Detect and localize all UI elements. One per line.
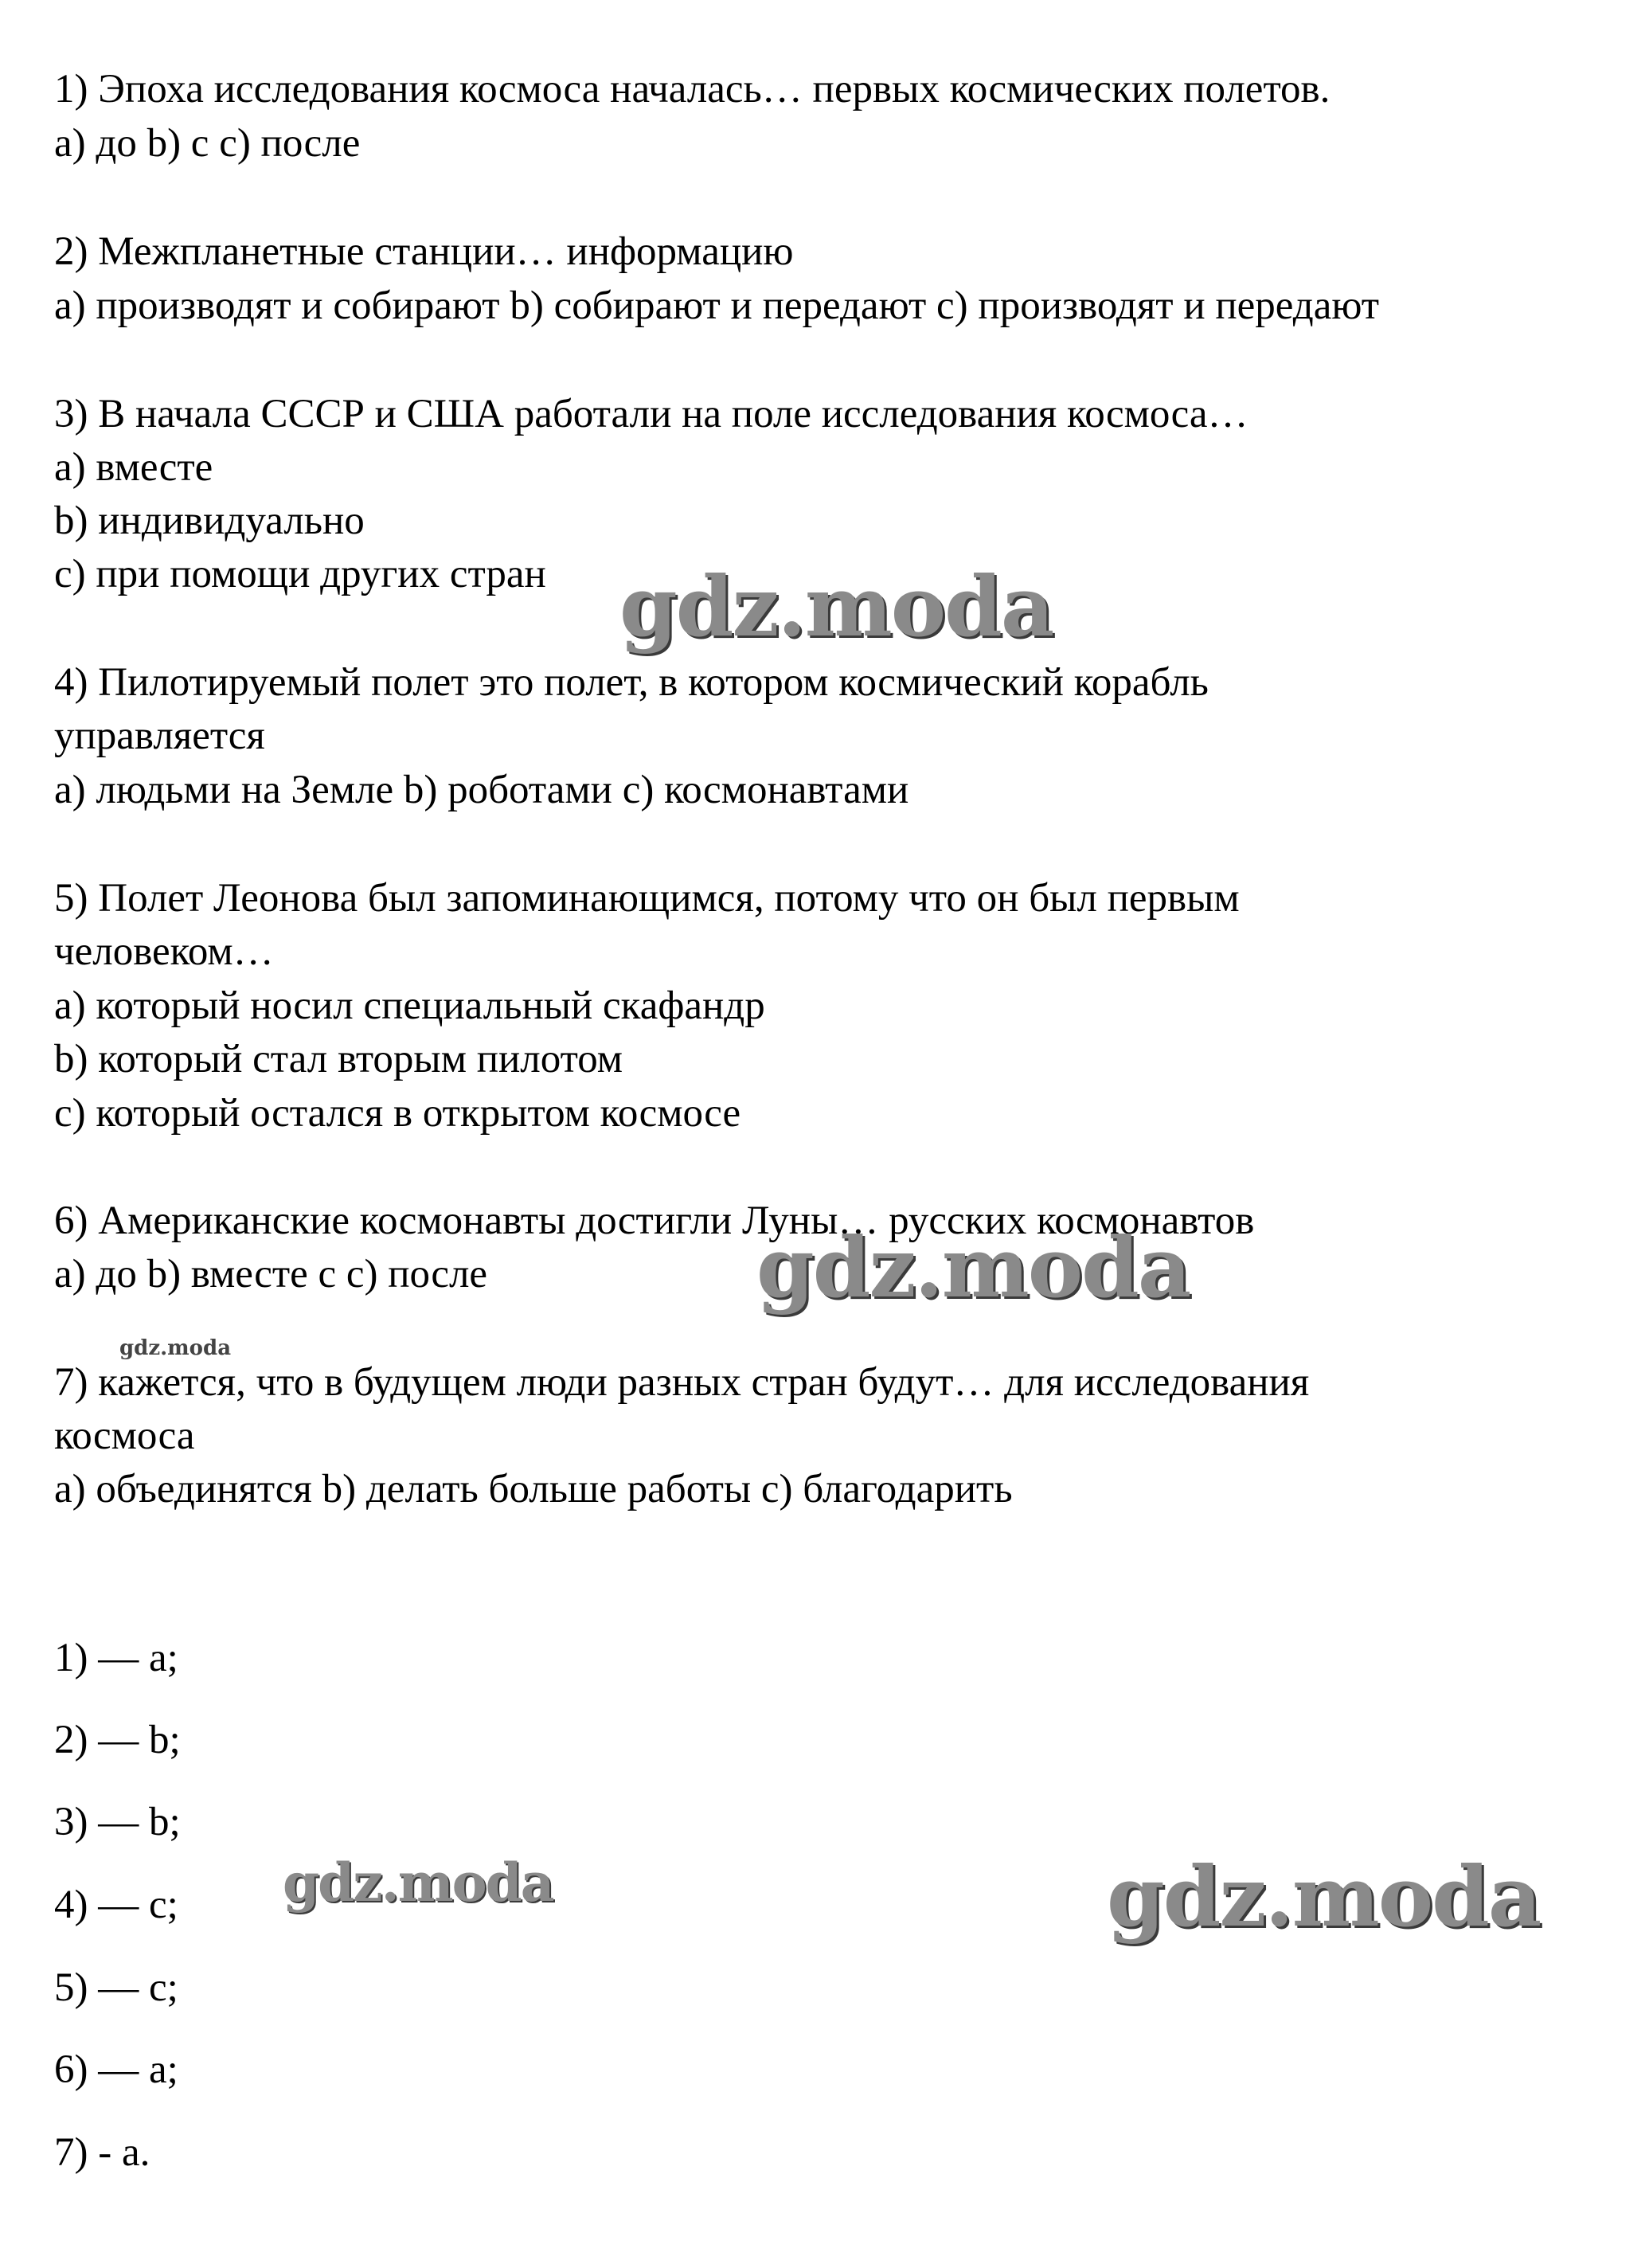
- answer-5: 5) — c;: [54, 1965, 178, 2010]
- answer-1: 1) — a;: [54, 1636, 178, 1680]
- watermark: gdz.moda: [283, 1852, 553, 1914]
- question-5-text-cont: человеком…: [54, 929, 274, 974]
- question-5-text: 5) Полет Леонова был запоминающимся, потому что он был первым: [54, 876, 1240, 921]
- question-4-options: a) людьми на Земле b) роботами c) космонавтами: [54, 768, 909, 812]
- watermark: gdz.moda: [119, 1336, 232, 1360]
- question-5-option-b: b) который стал вторым пилотом: [54, 1037, 623, 1081]
- question-5-option-c: c) который остался в открытом космосе: [54, 1091, 741, 1136]
- watermark: gdz.moda: [756, 1218, 1190, 1316]
- question-4-text: 4) Пилотируемый полет это полет, в котором космический корабль: [54, 660, 1209, 705]
- answer-7: 7) - a.: [54, 2130, 150, 2175]
- watermark: gdz.moda: [1107, 1848, 1541, 1945]
- question-5-option-a: a) который носил специальный скафандр: [54, 983, 765, 1028]
- question-4-text-cont: управляется: [54, 714, 265, 758]
- question-3-option-a: a) вместе: [54, 445, 213, 490]
- question-2-options: a) производят и собирают b) собирают и передают c) производят и передают: [54, 284, 1380, 328]
- question-2-text: 2) Межпланетные станции… информацию: [54, 229, 794, 274]
- question-7-options: a) объединятся b) делать больше работы c) благодарить: [54, 1467, 1013, 1511]
- answer-4: 4) — c;: [54, 1883, 178, 1927]
- answer-3: 3) — b;: [54, 1800, 181, 1844]
- question-7-text-cont: космоса: [54, 1414, 195, 1458]
- question-3-text: 3) В начала СССР и США работали на поле исследования космоса…: [54, 392, 1248, 436]
- answer-6: 6) — a;: [54, 2047, 178, 2092]
- question-6-text: 6) Американские космонавты достигли Луны… русских космонавтов: [54, 1199, 1255, 1243]
- question-3-option-c: c) при помощи других стран: [54, 552, 546, 596]
- watermark: gdz.moda: [619, 557, 1053, 655]
- question-7-text: 7) кажется, что в будущем люди разных стран будут… для исследования: [54, 1360, 1310, 1405]
- answer-2: 2) — b;: [54, 1718, 181, 1762]
- question-1-options: a) до b) с c) после: [54, 121, 361, 166]
- question-1-text: 1) Эпоха исследования космоса началась… первых космических полетов.: [54, 67, 1331, 111]
- question-6-options: a) до b) вместе с c) после: [54, 1252, 488, 1296]
- question-3-option-b: b) индивидуально: [54, 499, 365, 543]
